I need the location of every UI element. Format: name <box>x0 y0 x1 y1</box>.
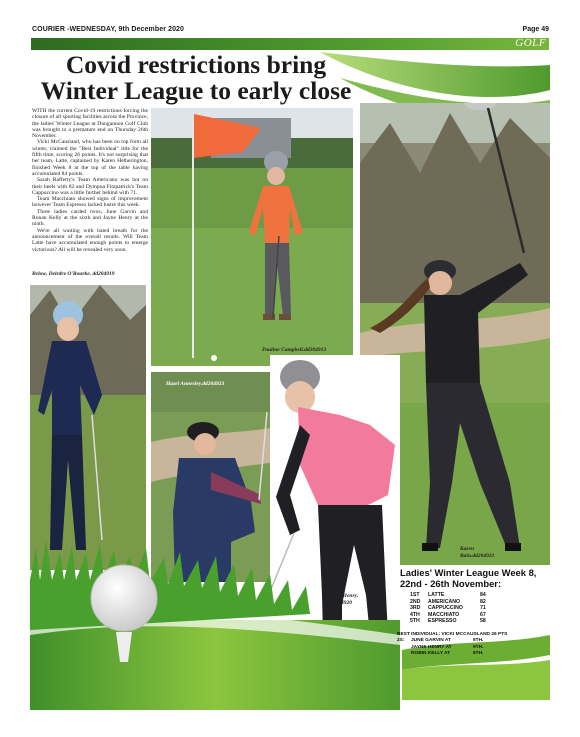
results-title: Ladies' Winter League Week 8, 22nd - 26th November: <box>400 567 537 589</box>
result-points: 58 <box>480 618 486 625</box>
best-individual-block <box>397 632 547 658</box>
table-row <box>410 612 496 619</box>
table-row <box>410 592 496 599</box>
table-row <box>410 599 496 606</box>
result-position: 5TH <box>410 618 420 625</box>
photo-deirdre <box>30 285 146 570</box>
result-team: CAPPUCCINO <box>428 605 463 612</box>
twos-name: JAYNE HENRY AT <box>411 644 452 650</box>
article-paragraph: Vicki McCausland, who has been on top form all winter, claimed the "Best Individual" title for the fifth time, scoring 26 points. It's not surprising that her team, Latte, captained by Karen Hetherington, finished Week 8 at the top of the table having accumulated 84 points. <box>32 139 148 177</box>
photo-pauline <box>151 108 353 366</box>
result-points: 84 <box>480 592 486 598</box>
photo-deirdre-illustration <box>30 285 146 570</box>
page-number: Page 49 <box>522 26 549 33</box>
caption-pauline: Pauline Campbell.dd204913 <box>262 347 327 353</box>
result-team: LATTE <box>428 592 445 598</box>
caption-deirdre: Below, Deirdre O'Rourke. dd204919 <box>32 271 115 277</box>
article-paragraph: Team Macchiato showed signs of improvement however Team Espresso lacked lustre this week. <box>32 196 148 209</box>
green-swoosh-bottom <box>30 540 550 710</box>
best-individual: BEST INDIVIDUAL: VICKI MCCAUSLAND 26 PTS <box>397 632 508 637</box>
caption-karen: Karen Bain.dd204921 <box>460 546 495 559</box>
twos-hole: 6TH. <box>473 638 484 644</box>
result-points: 71 <box>480 605 486 612</box>
result-position: 1ST <box>410 592 420 598</box>
result-team: ESPRESSO <box>428 618 457 625</box>
result-position: 3RD <box>410 605 421 612</box>
result-points: 67 <box>480 611 486 618</box>
twos-row <box>397 651 547 657</box>
twos-label: 2S: <box>397 638 405 644</box>
result-team: AMERICANO <box>428 598 460 605</box>
section-label: GOLF <box>515 37 546 49</box>
caption-june: June Henry. dd204920 <box>330 593 359 606</box>
article-paragraph: We're all waiting with bated breath for the announcement of the overall results. Will Team Latte have accumulated enough points to emerge victorious? All will be revealed very soon. <box>32 227 148 253</box>
photo-pauline-illustration <box>151 108 353 366</box>
headline: Covid restrictions bring Winter League to early close <box>40 50 352 105</box>
table-row <box>410 618 496 625</box>
twos-hole: 6TH. <box>473 651 484 657</box>
result-position: 4TH <box>410 611 420 618</box>
result-team: MACCHIATO <box>428 611 460 618</box>
caption-hazel: Hazel Annesley.dd204923 <box>166 381 225 387</box>
results-table <box>410 592 496 625</box>
result-position: 2ND <box>410 598 421 605</box>
article-body <box>32 108 148 253</box>
table-row <box>410 605 496 612</box>
article-paragraph: WITH the current Covid-19 restrictions forcing the closure of all sporting facilities across the Province, the ladies' Winter League at Dungannon Golf Club was brought to a premature end on Thursday 26th November. <box>32 108 148 140</box>
newspaper-dateline: COURIER -WEDNESDAY, 9th December 2020 <box>32 26 185 33</box>
twos-hole: 9TH. <box>473 644 484 650</box>
section-bar <box>31 38 549 50</box>
twos-name: ROBIN KELLY AT <box>411 651 451 657</box>
twos-name: JUNE GARVIN AT <box>411 638 451 644</box>
result-points: 82 <box>480 598 486 605</box>
article-paragraph: Three ladies carded twos, June Garvin and Ronan Kelly at the sixth and Jayne Henry at the ninth. <box>32 208 148 228</box>
article-paragraph: Sarah Rafferty's Team Americano was hot on their heels with 82 and Dympna Fitzpatrick's Team Cappuccino was a little further behind with 71. <box>32 177 148 196</box>
